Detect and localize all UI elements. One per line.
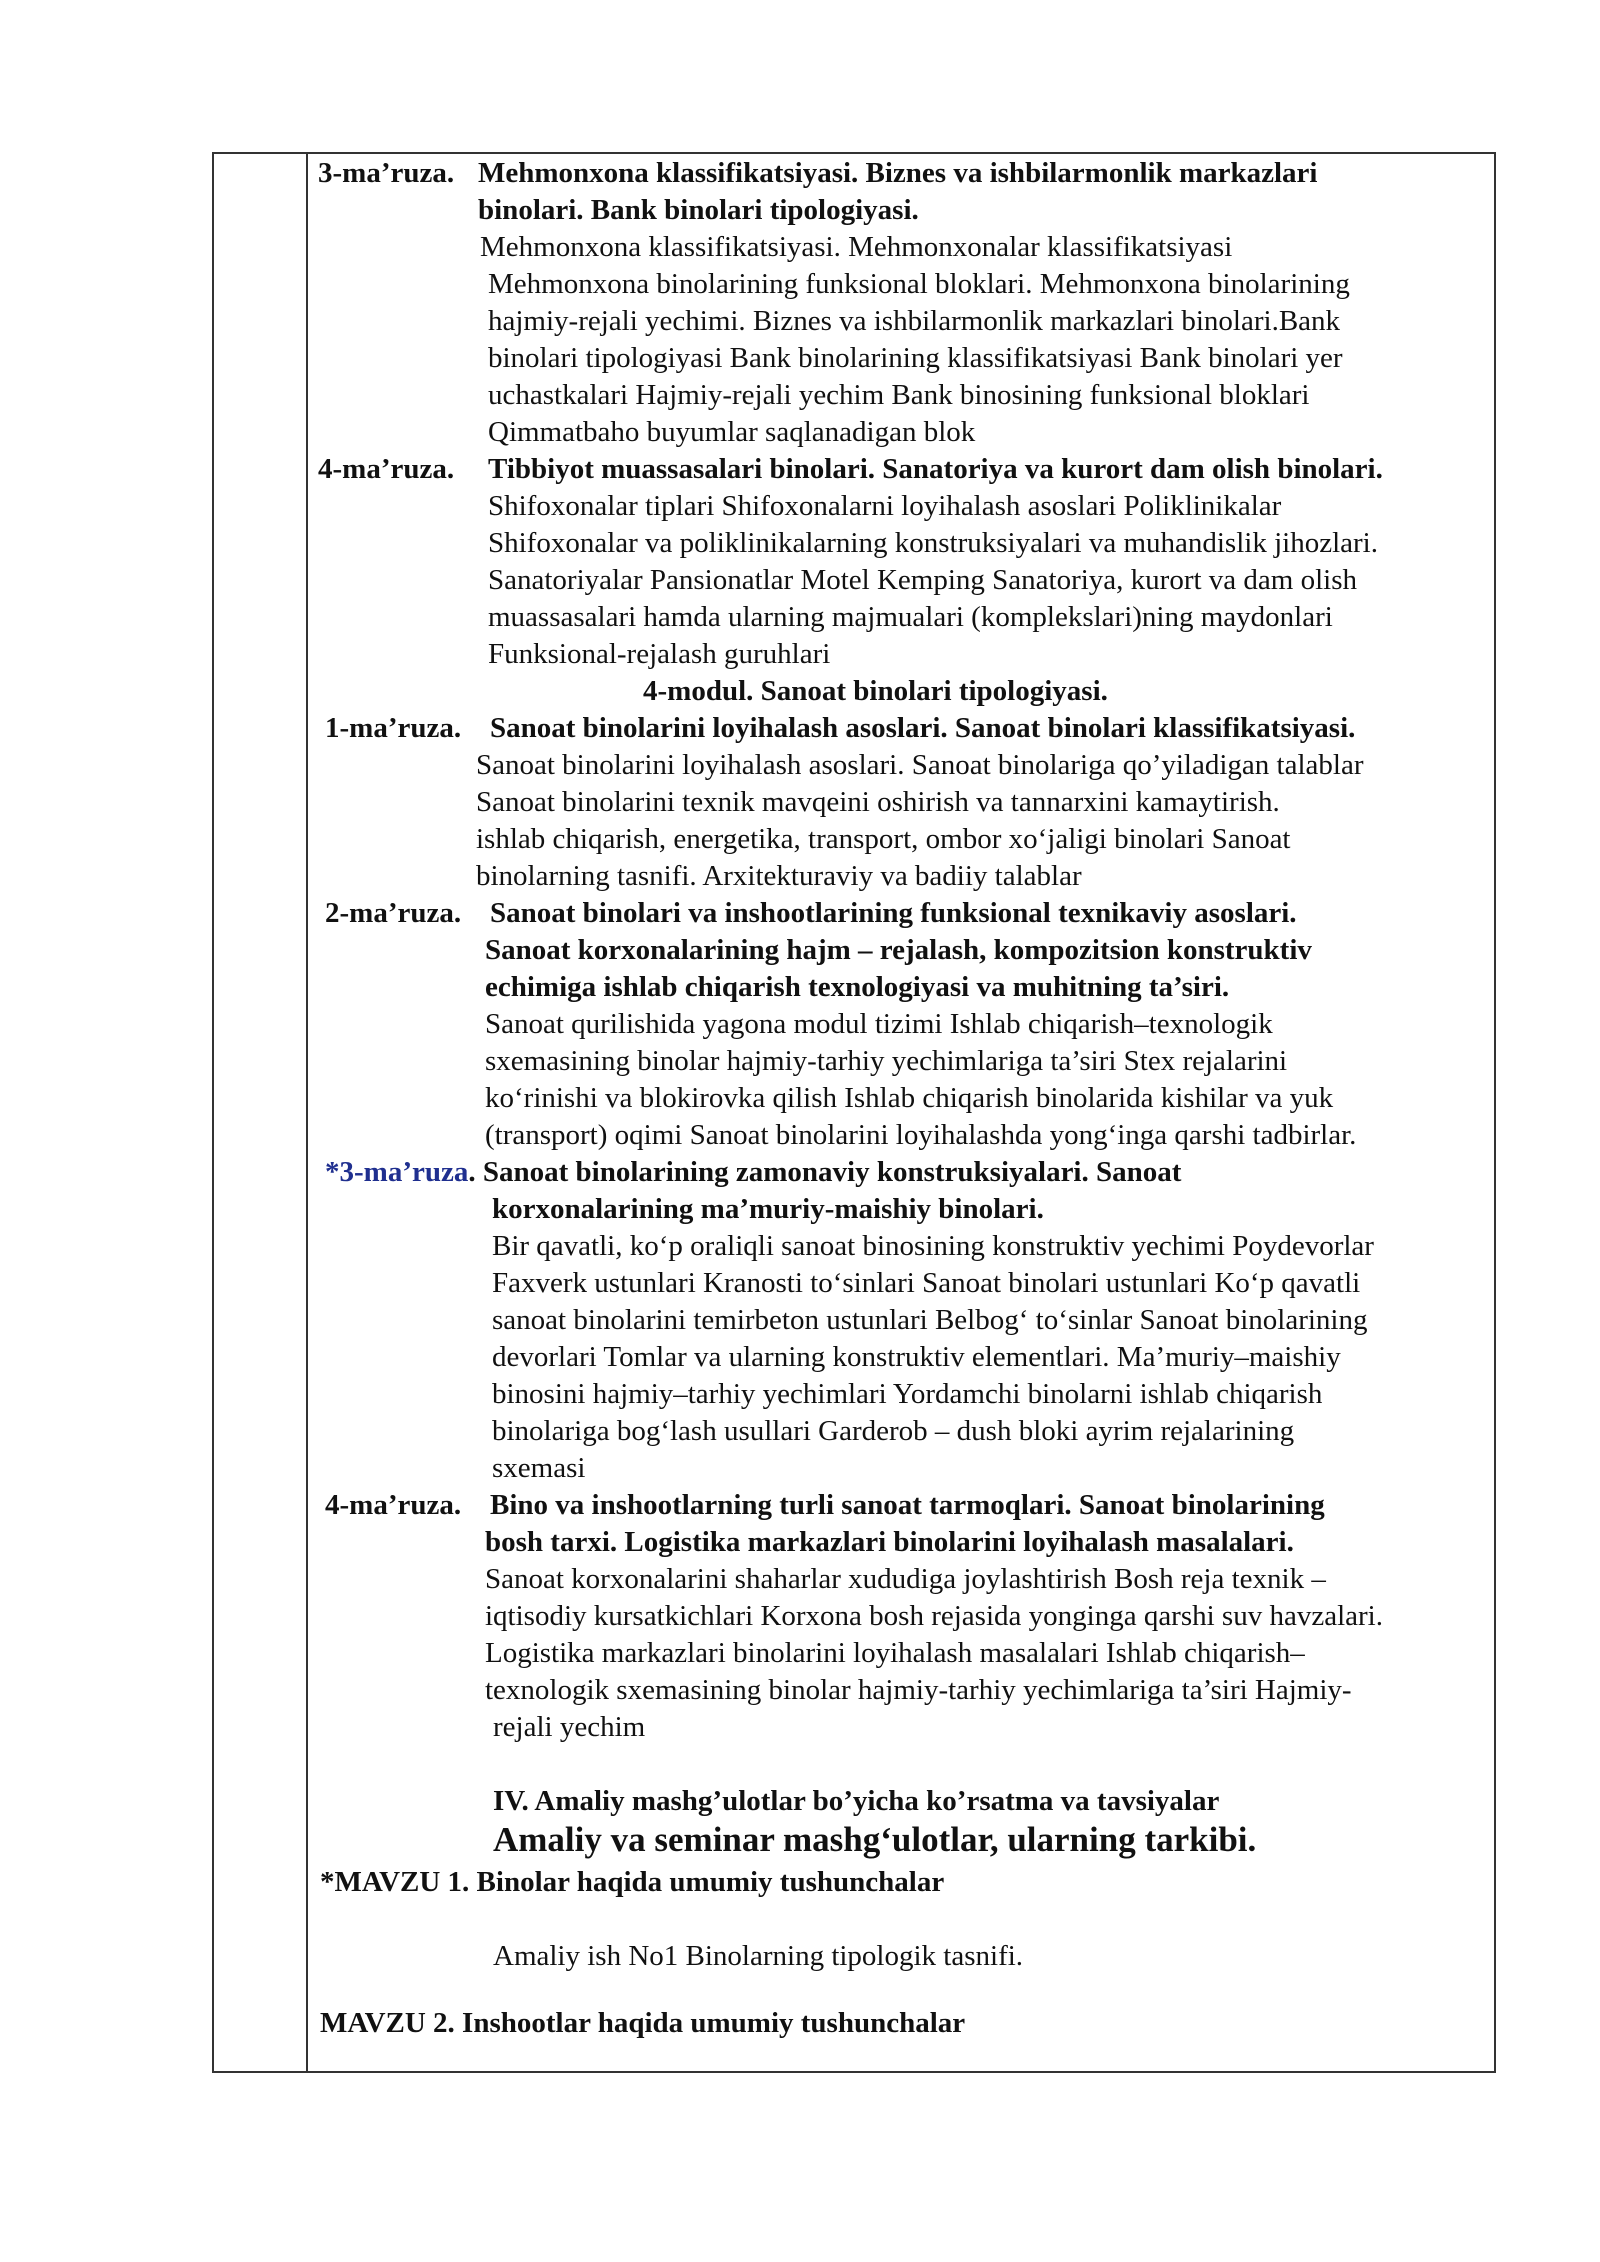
lecture-3-text: uchastkalari Hajmiy-rejali yechim Bank binosining funksional bloklari xyxy=(488,379,1310,411)
m4-lecture-3-text: sxemasi xyxy=(492,1452,586,1484)
lecture-3-text: hajmiy-rejali yechimi. Biznes va ishbilarmonlik markazlari binolari.Bank xyxy=(488,305,1341,337)
m4-lecture-2-text: ko‘rinishi va blokirovka qilish Ishlab chiqarish binolarida kishilar va yuk xyxy=(485,1082,1334,1114)
m4-lecture-4-text: Sanoat korxonalarini shaharlar xududiga joylashtirish Bosh reja texnik – xyxy=(485,1563,1326,1595)
lecture-3-label: 3-ma’ruza. xyxy=(318,157,455,189)
m4-lecture-2-text: sxemasining binolar hajmiy-tarhiy yechimlariga ta’siri Stex rejalarini xyxy=(485,1045,1288,1077)
m4-lecture-2-title: Sanoat korxonalarining hajm – rejalash, kompozitsion konstruktiv xyxy=(485,934,1312,966)
section-4-subtitle: Amaliy va seminar mashg‘ulotlar, ularning tarkibi. xyxy=(493,1820,1257,1859)
m4-lecture-4-title: Bino va inshootlarning turli sanoat tarmoqlari. Sanoat binolarining xyxy=(490,1489,1325,1521)
m4-lecture-3-label: *3-ma’ruza xyxy=(325,1156,469,1188)
m4-lecture-3-text: devorlari Tomlar va ularning konstruktiv elementlari. Ma’muriy–maishiy xyxy=(492,1341,1341,1373)
m4-lecture-3-text: binosini hajmiy–tarhiy yechimlari Yordamchi binolarni ishlab chiqarish xyxy=(492,1378,1323,1410)
m4-lecture-3-title: korxonalarining ma’muriy-maishiy binolari. xyxy=(492,1193,1044,1225)
lecture-3-text: binolari tipologiyasi Bank binolarining klassifikatsiyasi Bank binolari yer xyxy=(488,342,1343,374)
m4-lecture-1-text: Sanoat binolarini loyihalash asoslari. Sanoat binolariga qo’yiladigan talablar xyxy=(476,749,1364,781)
lecture-4-label: 4-ma’ruza. xyxy=(318,453,455,485)
m4-lecture-3-text: sanoat binolarini temirbeton ustunlari Belbog‘ to‘sinlar Sanoat binolarining xyxy=(492,1304,1368,1336)
m4-lecture-4-text: iqtisodiy kursatkichlari Korxona bosh rejasida yonginga qarshi suv havzalari. xyxy=(485,1600,1383,1632)
m4-lecture-3-text: binolariga bog‘lash usullari Garderob – dush bloki ayrim rejalarining xyxy=(492,1415,1295,1447)
m4-lecture-4-text: Logistika markazlari binolarini loyihalash masalalari Ishlab chiqarish– xyxy=(485,1637,1305,1669)
m4-lecture-2-title: echimiga ishlab chiqarish texnologiyasi va muhitning ta’siri. xyxy=(485,971,1230,1003)
m4-lecture-2-text: (transport) oqimi Sanoat binolarini loyihalashda yong‘inga qarshi tadbirlar. xyxy=(485,1119,1357,1151)
m4-lecture-1-text: Sanoat binolarini texnik mavqeini oshirish va tannarxini kamaytirish. xyxy=(476,786,1280,818)
m4-lecture-2-text: Sanoat qurilishida yagona modul tizimi Ishlab chiqarish–texnologik xyxy=(485,1008,1273,1040)
module-4-title: 4-modul. Sanoat binolari tipologiyasi. xyxy=(643,675,1108,707)
m4-lecture-4-title: bosh tarxi. Logistika markazlari binolarini loyihalash masalalari. xyxy=(485,1526,1294,1558)
lecture-3-text: Mehmonxona klassifikatsiyasi. Mehmonxonalar klassifikatsiyasi xyxy=(480,231,1233,263)
lecture-3-title: binolari. Bank binolari tipologiyasi. xyxy=(478,194,919,226)
m4-lecture-3-text: Bir qavatli, ko‘p oraliqli sanoat binosining konstruktiv yechimi Poydevorlar xyxy=(492,1230,1374,1262)
lecture-4-text: Sanatoriyalar Pansionatlar Motel Kemping Sanatoriya, kurort va dam olish xyxy=(488,564,1357,596)
m4-lecture-4-label: 4-ma’ruza. xyxy=(325,1489,462,1521)
section-4-title: IV. Amaliy mashg’ulotlar bo’yicha ko’rsatma va tavsiyalar xyxy=(493,1785,1220,1817)
lecture-4-text: muassasalari hamda ularning majmualari (komplekslari)ning maydonlari xyxy=(488,601,1333,633)
table-column-divider xyxy=(306,152,308,2073)
mavzu-1-work: Amaliy ish No1 Binolarning tipologik tasnifi. xyxy=(493,1940,1024,1972)
m4-lecture-2-label: 2-ma’ruza. xyxy=(325,897,462,929)
lecture-4-title: Tibbiyot muassasalari binolari. Sanatoriya va kurort dam olish binolari. xyxy=(488,453,1383,485)
lecture-3-title: Mehmonxona klassifikatsiyasi. Biznes va ishbilarmonlik markazlari xyxy=(478,157,1318,189)
lecture-3-text: Qimmatbaho buyumlar saqlanadigan blok xyxy=(488,416,976,448)
m4-lecture-1-text: ishlab chiqarish, energetika, transport, ombor xo‘jaligi binolari Sanoat xyxy=(476,823,1291,855)
m4-lecture-1-label: 1-ma’ruza. xyxy=(325,712,462,744)
lecture-4-text: Funksional-rejalash guruhlari xyxy=(488,638,831,670)
lecture-4-text: Shifoxonalar tiplari Shifoxonalarni loyihalash asoslari Poliklinikalar xyxy=(488,490,1282,522)
m4-lecture-3-title: . Sanoat binolarining zamonaviy konstruksiyalari. Sanoat xyxy=(468,1156,1182,1188)
m4-lecture-4-text: texnologik sxemasining binolar hajmiy-tarhiy yechimlariga ta’siri Hajmiy- xyxy=(485,1674,1352,1706)
m4-lecture-4-text: rejali yechim xyxy=(493,1711,646,1743)
m4-lecture-1-text: binolarning tasnifi. Arxitekturaviy va badiiy talablar xyxy=(476,860,1082,892)
m4-lecture-1-title: Sanoat binolarini loyihalash asoslari. Sanoat binolari klassifikatsiyasi. xyxy=(490,712,1356,744)
m4-lecture-2-title: Sanoat binolari va inshootlarining funksional texnikaviy asoslari. xyxy=(490,897,1297,929)
m4-lecture-3-text: Faxverk ustunlari Kranosti to‘sinlari Sanoat binolari ustunlari Ko‘p qavatli xyxy=(492,1267,1361,1299)
mavzu-1-title: *MAVZU 1. Binolar haqida umumiy tushunchalar xyxy=(320,1866,945,1898)
lecture-4-text: Shifoxonalar va poliklinikalarning konstruksiyalari va muhandislik jihozlari. xyxy=(488,527,1378,559)
mavzu-2-title: MAVZU 2. Inshootlar haqida umumiy tushunchalar xyxy=(320,2007,966,2039)
lecture-3-text: Mehmonxona binolarining funksional bloklari. Mehmonxona binolarining xyxy=(488,268,1350,300)
